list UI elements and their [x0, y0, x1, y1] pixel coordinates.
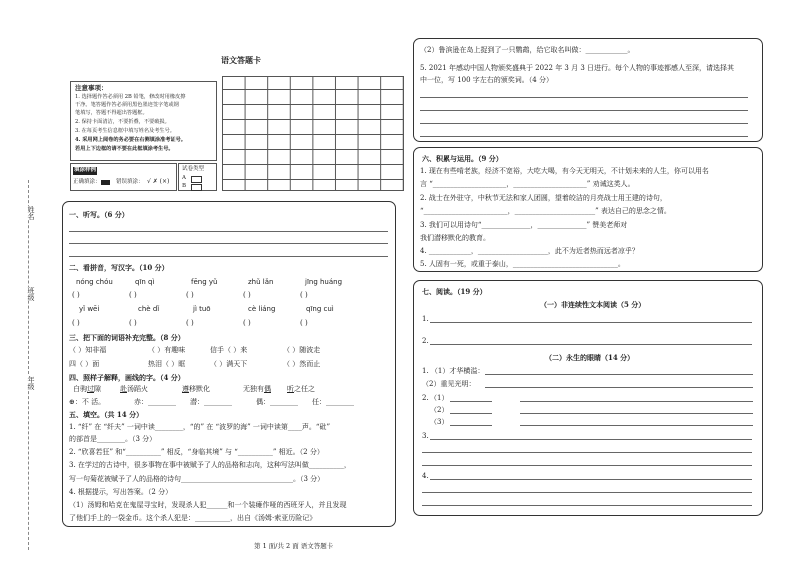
- section-7-title: 七、阅读。（19 分）: [422, 287, 487, 296]
- explain-blank[interactable]: 任：________: [312, 398, 354, 406]
- answer-paren[interactable]: ( ): [72, 319, 80, 327]
- idiom-blank[interactable]: （ ）有趣味: [148, 346, 186, 354]
- answer-line[interactable]: [430, 344, 752, 345]
- notice-line: 2. 保持卡面清洁，不要折叠，不要破损。: [75, 119, 170, 125]
- question-text: 2. 战士在外驻守，中秋节无法和家人团圆，望着皎洁的月亮战士用王建的诗句，: [420, 194, 667, 202]
- fill-line[interactable]: 3. 在学过的古诗中，很多事物在事中被赋予了人的品格和志向，这种写法叫做__________，: [69, 461, 351, 469]
- explain-blank[interactable]: 潜：________: [190, 398, 232, 406]
- fill-line[interactable]: 4. ____________，____________________，此不为近者热而远者凉乎？: [420, 247, 639, 255]
- answer-paren[interactable]: ( ): [129, 291, 137, 299]
- fill-line[interactable]: （2）鲁滨逊在岛上捉到了一只鹦鹉，给它取名叫做：____________。: [420, 46, 635, 54]
- notice-line: 4. 采用网上阅卷的务必要在右侧填涂准考证号。: [75, 137, 186, 143]
- answer-line[interactable]: [430, 439, 752, 440]
- answer-line[interactable]: [430, 479, 752, 480]
- question-text: （2）重见光明：: [422, 380, 476, 388]
- notice-box: [70, 81, 217, 161]
- answer-line[interactable]: [450, 425, 492, 426]
- answer-paren[interactable]: ( ): [243, 319, 251, 327]
- idiom-word: 白驹过隙: [73, 385, 101, 393]
- section-6-title: 六、积累与运用。（9 分）: [422, 154, 503, 163]
- answer-line[interactable]: [420, 97, 748, 98]
- fill-line[interactable]: 1. “纤” 在 “纤夫” 一词中读________，“的” 在 “波罗的海” 一词中读第____声。“砒”: [69, 423, 331, 431]
- answer-line[interactable]: [485, 374, 753, 375]
- answer-paren[interactable]: ( ): [300, 291, 308, 299]
- paper-type-label: 试卷类型: [182, 166, 205, 172]
- answer-paren[interactable]: ( ): [72, 291, 80, 299]
- idiom-word: 遵移默化: [182, 385, 210, 393]
- idiom-blank[interactable]: （ ）然而止: [283, 360, 321, 368]
- filled-box-icon: [101, 180, 110, 185]
- answer-line[interactable]: [450, 401, 492, 402]
- wrong-marks: √ ✗ (×): [147, 178, 170, 185]
- page-title: 语文答题卡: [221, 55, 261, 65]
- side-label-class: 班级: [27, 287, 35, 301]
- answer-paren[interactable]: ( ): [186, 319, 194, 327]
- fill-line[interactable]: 3. 我们可以用诗句“______________，______________” 赞美老师对: [420, 221, 628, 229]
- answer-line[interactable]: [420, 123, 748, 124]
- answer-line[interactable]: [69, 243, 388, 244]
- idiom-blank[interactable]: （ ）知非福: [69, 346, 107, 354]
- pinyin: cè liáng: [248, 305, 276, 313]
- correct-fill-label: 正确填涂：: [73, 179, 101, 185]
- answer-line[interactable]: [69, 231, 388, 232]
- answer-line[interactable]: [520, 425, 753, 426]
- fill-example-label: 填涂样例: [74, 167, 97, 173]
- pinyin: chè dǐ: [138, 305, 160, 313]
- idiom-blank[interactable]: （ ）随波走: [283, 346, 321, 354]
- notice-title: 注意事项：: [75, 84, 108, 92]
- pinyin: jì tuō: [193, 305, 211, 313]
- answer-line[interactable]: [520, 401, 753, 402]
- pinyin: nóng chóu: [76, 278, 113, 286]
- wrong-fill-label: 错误填涂：: [116, 179, 144, 185]
- section-3-title: 三、把下面的词语补充完整。（8 分）: [69, 333, 185, 342]
- answer-paren[interactable]: ( ): [300, 319, 308, 327]
- fill-line[interactable]: （1）汤姆和哈克在鬼屋寻宝时，发现杀人犯______和一个装瘫作哑的西班牙人，并且发现: [69, 501, 347, 509]
- idiom-blank[interactable]: （ ）满天下: [210, 360, 248, 368]
- fill-line[interactable]: 的部首是________。（3 分）: [69, 435, 157, 443]
- pinyin: qīn qì: [135, 278, 155, 286]
- pinyin: jīng huáng: [305, 278, 343, 286]
- answer-paren[interactable]: ( ): [129, 319, 137, 327]
- answer-line[interactable]: [520, 413, 753, 414]
- notice-line: 1. 选择题作答必须用 2B 铅笔，修改时用橡皮擦: [75, 94, 186, 100]
- fill-example-box: [70, 163, 177, 191]
- answer-line[interactable]: [485, 387, 753, 388]
- idiom-word: 听之任之: [287, 385, 315, 393]
- section-7-box: [413, 280, 763, 516]
- subsection-title: （一）非连续性文本阅读（5 分）: [540, 300, 646, 309]
- answer-paren[interactable]: ( ): [243, 291, 251, 299]
- question-text: 5. 2021 年感动中国人物颁奖盛典于 2022 年 3 月 3 日进行。每个人物的事迹都感人至深，请选择其: [420, 64, 735, 72]
- notice-line: 笔填写，答题不得超出答题框。: [75, 110, 148, 116]
- pinyin: qīng cuì: [306, 305, 334, 313]
- idiom-word: 无独有偶: [243, 385, 271, 393]
- question-text: 我们潜移默化的教育。: [420, 234, 490, 242]
- answer-line[interactable]: [420, 136, 748, 137]
- paper-type-a: A: [182, 175, 186, 181]
- answer-paren[interactable]: ( ): [186, 291, 194, 299]
- idiom-blank[interactable]: 四（ ）面: [69, 360, 100, 368]
- answer-line[interactable]: [420, 110, 748, 111]
- paper-type-a-box[interactable]: [191, 176, 202, 183]
- question-text: 1. （1）才华横溢：: [422, 367, 485, 375]
- paper-type-b: B: [182, 183, 187, 189]
- explain-blank[interactable]: 偶：________: [256, 398, 298, 406]
- pinyin: fēng yǔ: [191, 278, 218, 286]
- example-answer: ⊕：不 活。: [69, 398, 106, 406]
- answer-line[interactable]: [430, 322, 752, 323]
- fill-line[interactable]: 言 “_____________________，_____________________” 劝诫这类人。: [420, 180, 635, 188]
- idiom-blank[interactable]: 信手（ ）来: [210, 346, 248, 354]
- question-text: 1. 现在有些啃老族，经济不宽裕，大吃大喝，有今天无明天，不计划未来的人生，你可以用名: [420, 167, 709, 175]
- exam-number-grid[interactable]: [222, 76, 404, 191]
- answer-line[interactable]: [422, 452, 752, 453]
- section-1-title: 一、听写。（6 分）: [69, 210, 129, 219]
- fill-line[interactable]: 5. 人固有一死，或重于泰山，______________________________。: [420, 260, 625, 268]
- section-4-title: 四、照样子解释，画线的字。（4 分）: [69, 373, 185, 382]
- notice-line: 3. 在每页考生信息框中填写姓名及考生号。: [75, 128, 175, 134]
- paper-type-box: [178, 163, 217, 191]
- fill-line[interactable]: 写一句菊花被赋予了人的品格的诗句________________________________。（3 分）: [69, 475, 325, 483]
- section-5-title: 五、填空。（共 14 分）: [69, 410, 144, 419]
- side-label-name: 姓名: [27, 206, 35, 220]
- fill-line[interactable]: 2. “欣喜若狂” 和“__________” 相反，“身临其境” 与 “__________” 相近。（2 分）: [69, 448, 324, 456]
- binding-line: [28, 180, 29, 550]
- paper-type-b-box[interactable]: [191, 184, 202, 191]
- idiom-blank[interactable]: 热泪（ ）眶: [148, 360, 186, 368]
- pinyin: yǐ wēi: [79, 305, 100, 313]
- side-label-grade: 年级: [27, 376, 35, 390]
- answer-line[interactable]: [422, 505, 752, 506]
- pinyin: zhǔ lǎn: [248, 278, 274, 286]
- page-footer: 第 1 面/共 2 面 语文答题卡: [254, 542, 334, 550]
- fill-line[interactable]: “________________________，_______________________” 表达自己的思念之情。: [420, 207, 671, 215]
- fill-line[interactable]: 了他们手上的一袋金币。这个杀人犯是：__________，出自《汤姆·索亚历险记》: [69, 514, 317, 522]
- answer-line[interactable]: [422, 492, 752, 493]
- answer-line[interactable]: [422, 465, 752, 466]
- explain-blank[interactable]: 赤：________: [134, 398, 176, 406]
- notice-line: 若用上下边框的请不要在此框填涂考生号。: [75, 146, 174, 152]
- idiom-word: 赴汤蹈火: [120, 385, 148, 393]
- answer-line[interactable]: [69, 256, 388, 257]
- section-2-title: 二、看拼音，写汉字。（10 分）: [69, 263, 169, 272]
- question-text: 中一位，写 100 字左右的颁奖词。（4 分）: [420, 76, 553, 84]
- fill-line: 4. 根据提示，写出答案。（2 分）: [69, 488, 173, 496]
- subsection-title: （二）永生的眼睛（14 分）: [545, 353, 635, 362]
- answer-line[interactable]: [450, 413, 492, 414]
- notice-line: 干净。笔答题作答必须用黑色墨迹签字笔或钢: [75, 102, 179, 108]
